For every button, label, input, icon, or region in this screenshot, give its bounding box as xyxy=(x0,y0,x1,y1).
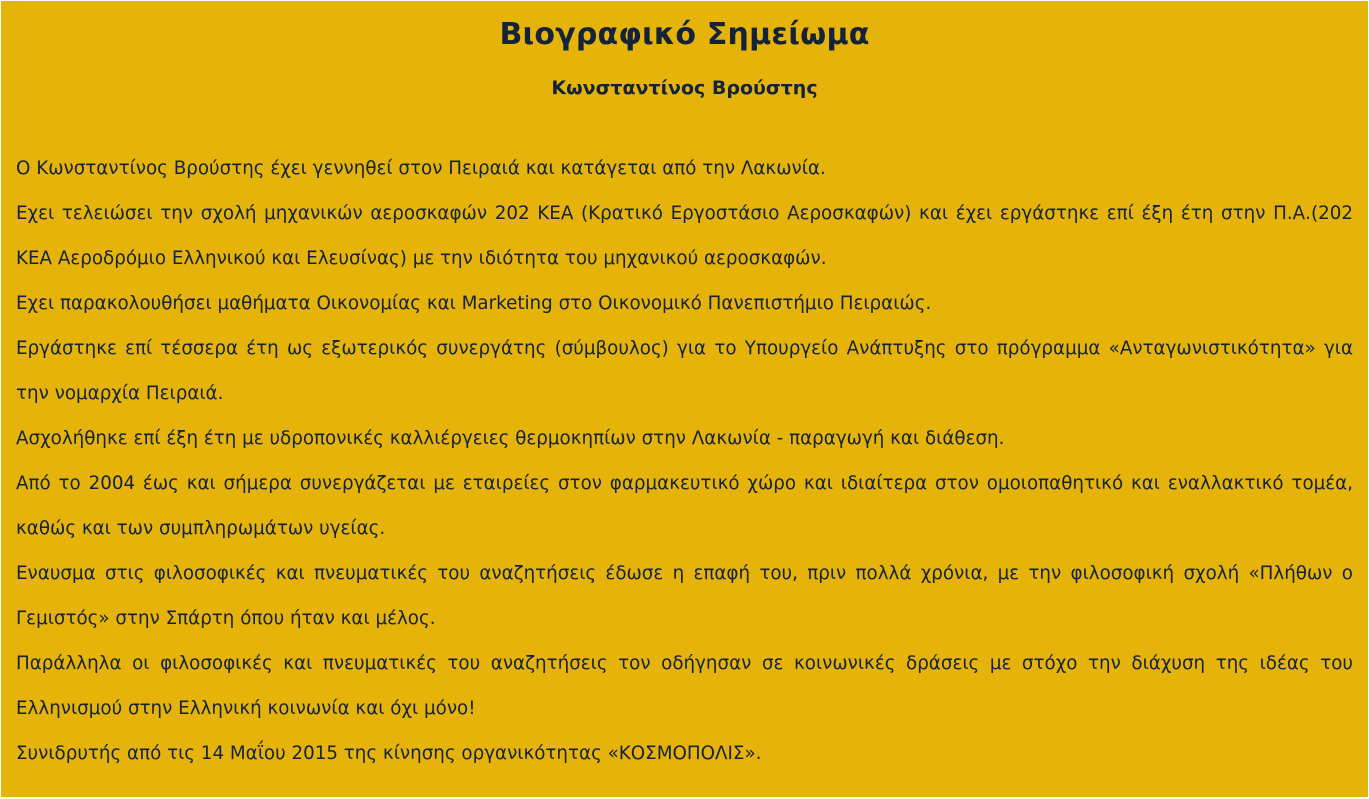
paragraph-economics-studies: Εχει παρακολουθήσει μαθήματα Οικονομίας και Marketing στο Οικονομικό Πανεπιστήμιο Πειραιώς. xyxy=(16,293,932,314)
paragraph-philosophy-school: Εναυσμα στις φιλοσοφικές και πνευματικές του αναζητήσεις έδωσε η επαφή του, πριν πολλά χρόνια, με την φιλοσοφική σχολή «Πλήθων ο Γεμιστός» στην Σπάρτη όπου ήταν και μέλος. xyxy=(16,563,1353,629)
paragraph-aircraft-engineering: Εχει τελειώσει την σχολή μηχανικών αεροσκαφών 202 ΚΕΑ (Κρατικό Εργοστάσιο Αεροσκαφών) και έχει εργάστηκε επί έξη έτη στην Π.Α.(202 ΚΕΑ Αεροδρόμιο Ελληνικού και Ελευσίνας) με την ιδιότητα του μηχανικού αεροσκαφών. xyxy=(16,203,1353,269)
biography-body xyxy=(16,146,1353,776)
paragraph-ministry-advisor: Εργάστηκε επί τέσσερα έτη ως εξωτερικός συνεργάτης (σύμβουλος) για το Υπουργείο Ανάπτυξης στο πρόγραμμα «Ανταγωνιστικότητα» για την νομαρχία Πειραιά. xyxy=(16,338,1353,404)
person-name: Κωνσταντίνος Βρούστης xyxy=(551,77,818,99)
biography-page xyxy=(1,1,1368,797)
paragraph-hydroponics: Ασχολήθηκε επί έξη έτη με υδροπονικές καλλιέργειες θερμοκηπίων στην Λακωνία - παραγωγή και διάθεση. xyxy=(16,428,1005,449)
page-title: Βιογραφικό Σημείωμα xyxy=(499,17,870,52)
paragraph-pharmaceutical: Από το 2004 έως και σήμερα συνεργάζεται με εταιρείες στον φαρμακευτικό χώρο και ιδιαίτερα στον ομοιοπαθητικό και εναλλακτικό τομέα, καθώς και των συμπληρωμάτων υγείας. xyxy=(16,473,1353,539)
paragraph-social-actions: Παράλληλα οι φιλοσοφικές και πνευματικές του αναζητήσεις τον οδήγησαν σε κοινωνικές δράσεις με στόχο την διάχυση της ιδέας του Ελληνισμού στην Ελληνική κοινωνία και όχι μόνο! xyxy=(16,653,1353,719)
paragraph-origin: Ο Κωνσταντίνος Βρούστης έχει γεννηθεί στον Πειραιά και κατάγεται από την Λακωνία. xyxy=(16,158,826,179)
paragraph-cosmopolis-founder: Συνιδρυτής από τις 14 Μαΐου 2015 της κίνησης οργανικότητας «ΚΟΣΜΟΠΟΛΙΣ». xyxy=(16,743,762,764)
